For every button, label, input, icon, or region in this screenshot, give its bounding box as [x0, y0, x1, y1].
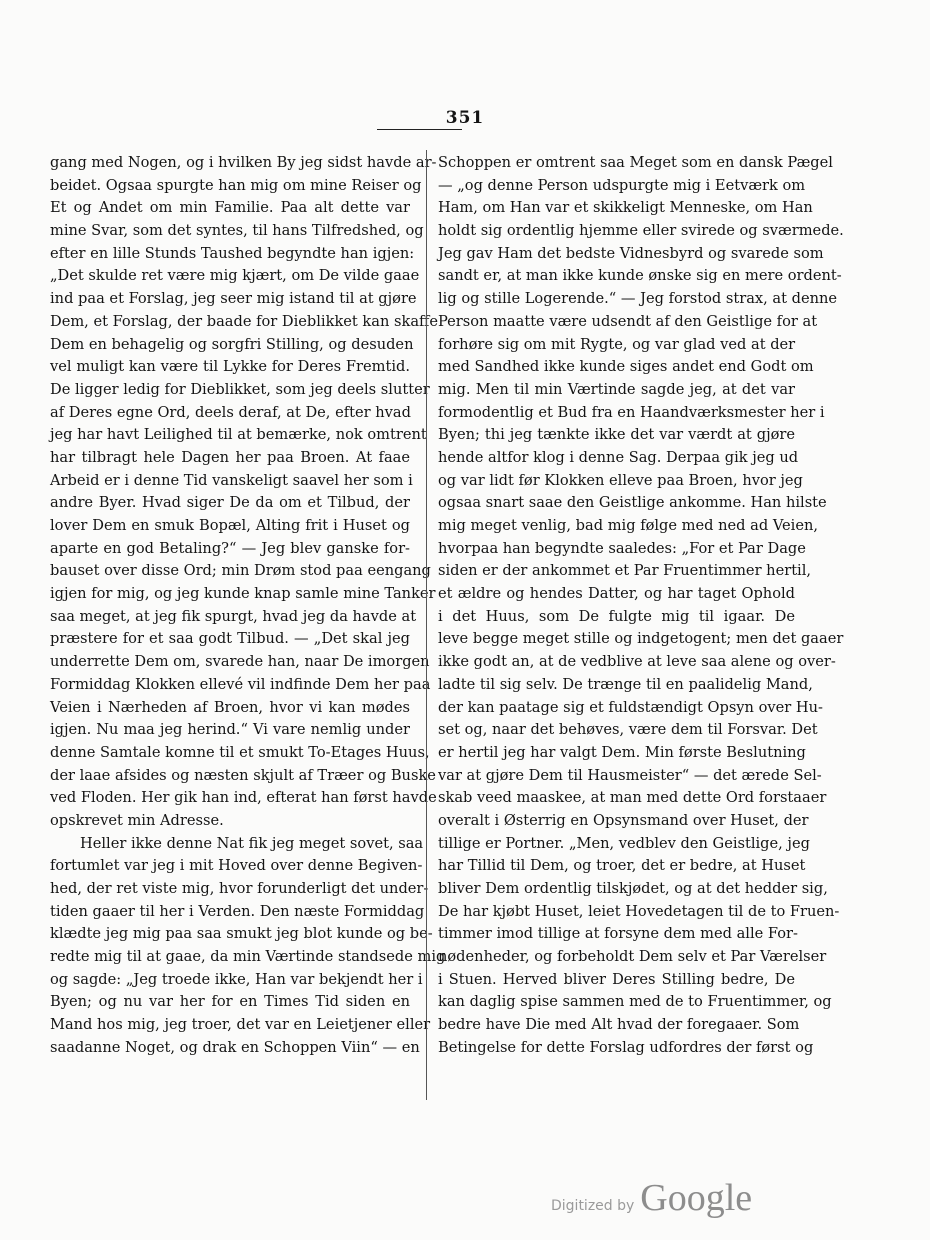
text-line: De har kjøbt Huset, leiet Hovedetagen til de to Fruen-	[438, 902, 840, 920]
text-line: lover Dem en smuk Bopæl, Alting frit i Huset og	[50, 517, 410, 534]
text-line: er hertil jeg har valgt Dem. Min første Beslutning	[438, 743, 806, 761]
text-line: andre Byer. Hvad siger De da om et Tilbud, der	[50, 494, 410, 512]
right-column	[438, 152, 844, 1060]
text-line: har tilbragt hele Dagen her paa Broen. At faae	[50, 448, 410, 466]
text-line: Arbeid er i denne Tid vanskeligt saavel her som i	[50, 471, 413, 489]
left-column	[50, 152, 446, 1060]
text-line: timmer imod tillige at forsyne dem med alle For-	[438, 925, 798, 943]
text-line: jeg har havt Leilighed til at bemærke, nok omtrent	[50, 426, 427, 444]
text-line: hed, der ret viste mig, hvor forunderligt det under-	[50, 880, 429, 897]
text-line: nødenheder, og forbeholdt Dem selv et Par Værelser	[438, 948, 827, 966]
header-rule	[377, 129, 462, 130]
text-line: formodentlig et Bud fra en Haandværksmester her i	[438, 403, 825, 421]
text-line: hende altfor klog i denne Sag. Derpaa gik jeg ud	[438, 448, 799, 466]
text-line: ikke godt an, at de vedblive at leve saa alene og over-	[438, 653, 836, 671]
text-line: beidet. Ogsaa spurgte han mig om mine Reiser og	[50, 176, 422, 194]
text-line: mine Svar, som det syntes, til hans Tilfredshed, og	[50, 222, 424, 240]
text-line: holdt sig ordentlig hjemme eller svirede og sværmede.	[438, 222, 844, 240]
text-line: siden er der ankommet et Par Fruentimmer hertil,	[438, 562, 812, 580]
text-line: bedre have Die med Alt hvad der foregaaer. Som	[438, 1016, 800, 1034]
text-line: har Tillid til Dem, og troer, det er bedre, at Huset	[438, 857, 806, 875]
text-line: underrette Dem om, svarede han, naar De imorgen	[50, 653, 430, 671]
text-line: tillige er Portner. „Men, vedblev den Geistlige, jeg	[438, 834, 810, 852]
text-line: hvorpaa han begyndte saaledes: „For et Par Dage	[438, 539, 806, 557]
text-line: efter en lille Stunds Taushed begyndte han igjen:	[50, 244, 415, 262]
text-line: forhøre sig om mit Rygte, og var glad ved at der	[438, 335, 796, 353]
text-line: ladte til sig selv. De trænge til en paalidelig Mand,	[438, 675, 813, 693]
text-line: tiden gaaer til her i Verden. Den næste Formiddag	[50, 902, 425, 920]
text-line: leve begge meget stille og indgetogent; men det gaaer	[438, 630, 844, 648]
text-line: Byen; thi jeg tænkte ikke det var værdt at gjøre	[438, 426, 795, 444]
text-line: fortumlet var jeg i mit Hoved over denne Begiven-	[50, 857, 423, 875]
column-divider	[426, 150, 427, 1100]
text-line: Betingelse for dette Forslag udfordres der først og	[438, 1038, 814, 1056]
text-line: ved Floden. Her gik han ind, efterat han først havde	[50, 789, 437, 807]
text-line: og var lidt før Klokken elleve paa Broen, hvor jeg	[438, 471, 803, 489]
text-line: Formiddag Klokken ellevé vil indfinde Dem her paa	[50, 675, 431, 693]
text-line: ogsaa snart saae den Geistlige ankomme. Han hilste	[438, 494, 827, 512]
text-line: Veien i Nærheden af Broen, hvor vi kan mødes	[50, 698, 410, 716]
text-line: kan daglig spise sammen med de to Fruentimmer, og	[438, 993, 832, 1011]
text-line: et ældre og hendes Datter, og har taget Ophold	[438, 585, 795, 603]
text-line: der kan paatage sig et fuldstændigt Opsyn over Hu-	[438, 698, 823, 716]
text-line: aparte en god Betaling?“ — Jeg blev ganske for-	[50, 539, 410, 557]
text-line: bauset over disse Ord; min Drøm stod paa eengang	[50, 562, 431, 580]
text-line: gang med Nogen, og i hvilken By jeg sidst havde ar-	[50, 154, 437, 171]
text-line: — „og denne Person udspurgte mig i Eetværk om	[438, 176, 806, 194]
text-line: sandt er, at man ikke kunde ønske sig en mere ordent-	[438, 267, 842, 285]
text-line: i det Huus, som De fulgte mig til igaar. De	[438, 607, 795, 625]
text-line: redte mig til at gaae, da min Værtinde standsede mig	[50, 948, 446, 966]
text-line: klædte jeg mig paa saa smukt jeg blot kunde og be-	[50, 925, 433, 943]
text-line: saadanne Noget, og drak en Schoppen Viin“ — en	[50, 1038, 420, 1056]
text-line: mig. Men til min Værtinde sagde jeg, at det var	[438, 380, 795, 398]
text-line: Schoppen er omtrent saa Meget som en dansk Pægel	[438, 154, 833, 171]
text-line: set og, naar det behøves, være dem til Forsvar. Det	[438, 721, 818, 739]
text-line: lig og stille Logerende.“ — Jeg forstod strax, at denne	[438, 290, 838, 308]
text-line: af Deres egne Ord, deels deraf, at De, efter hvad	[50, 403, 411, 421]
text-line: igjen. Nu maa jeg herind.“ Vi vare nemlig under	[50, 721, 410, 739]
text-line: Et og Andet om min Familie. Paa alt dette var	[50, 199, 410, 217]
text-line: De ligger ledig for Dieblikket, som jeg deels slutter	[50, 380, 430, 398]
text-line: Ham, om Han var et skikkeligt Menneske, om Han	[438, 199, 813, 217]
text-line: var at gjøre Dem til Hausmeister“ — det ærede Sel-	[438, 766, 822, 784]
text-line: „Det skulde ret være mig kjært, om De vilde gaae	[50, 267, 420, 285]
text-line: i Stuen. Herved bliver Deres Stilling bedre, De	[438, 970, 795, 988]
text-line: Dem en behagelig og sorgfri Stilling, og desuden	[50, 335, 414, 353]
text-line: bliver Dem ordentlig tilskjødet, og at det hedder sig,	[438, 880, 828, 897]
text-line: denne Samtale komne til et smukt To-Etages Huus,	[50, 743, 430, 761]
text-line: Dem, et Forslag, der baade for Dieblikket kan skaffe	[50, 312, 439, 330]
text-line: overalt i Østerrig en Opsynsmand over Huset, der	[438, 811, 809, 829]
text-line: vel muligt kan være til Lykke for Deres Fremtid.	[50, 358, 410, 376]
text-line: Jeg gav Ham det bedste Vidnesbyrd og svarede som	[438, 244, 824, 262]
watermark-logo: Google	[640, 1177, 753, 1219]
text-line: ind paa et Forslag, jeg seer mig istand til at gjøre	[50, 290, 417, 308]
text-line: igjen for mig, og jeg kunde knap samle mine Tanker	[50, 585, 436, 603]
text-line: Byen; og nu var her for en Times Tid siden en	[50, 993, 410, 1011]
text-line: med Sandhed ikke kunde siges andet end Godt om	[438, 358, 814, 376]
page-number: 351	[445, 108, 485, 128]
text-line: skab veed maaskee, at man med dette Ord forstaaer	[438, 789, 827, 807]
text-line: saa meget, at jeg fik spurgt, hvad jeg da havde at	[50, 607, 417, 625]
digitized-watermark	[551, 1176, 752, 1220]
watermark-prefix: Digitized by	[551, 1198, 635, 1214]
text-line: der laae afsides og næsten skjult af Træer og Buske	[50, 766, 436, 784]
text-line: og sagde: „Jeg troede ikke, Han var bekjendt her i	[50, 970, 423, 988]
text-line: Mand hos mig, jeg troer, det var en Leietjener eller	[50, 1016, 431, 1034]
text-line: Person maatte være udsendt af den Geistlige for at	[438, 312, 818, 330]
text-line: opskrevet min Adresse.	[50, 811, 224, 829]
text-line: præstere for et saa godt Tilbud. — „Det skal jeg	[50, 630, 410, 648]
text-line: mig meget venlig, bad mig følge med ned ad Veien,	[438, 517, 818, 534]
text-line: Heller ikke denne Nat fik jeg meget sovet, saa	[80, 834, 424, 852]
